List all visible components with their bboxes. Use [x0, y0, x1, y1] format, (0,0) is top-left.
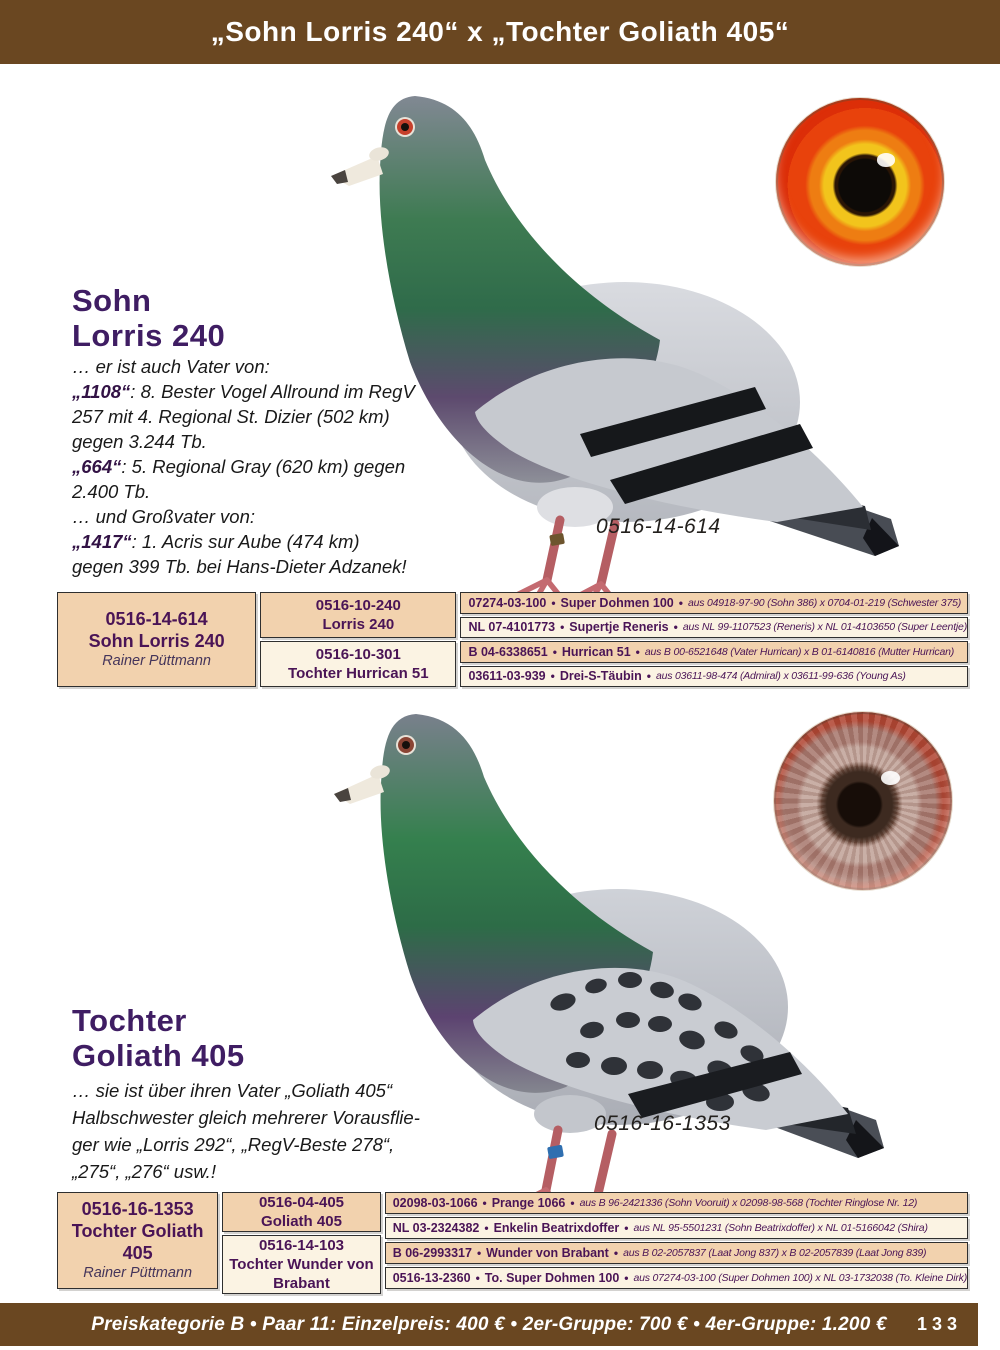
grandparent-row: NL 03-2324382 • Enkelin Beatrixdoffer • aus NL 95-5501231 (Sohn Beatrixdoffer) x NL 01-5166042 (Shira): [385, 1217, 968, 1239]
description-line: … er ist auch Vater von:: [72, 356, 270, 377]
pigeon1-heading-line2: Lorris 240: [72, 318, 226, 353]
pigeon2-pedigree-table: [57, 1192, 968, 1292]
pedigree-grandparents-column: [460, 592, 968, 687]
bullet-separator: •: [476, 1246, 482, 1260]
pigeon2-ring-label: 0516-16-1353: [594, 1112, 731, 1135]
father-box: 0516-10-240 Lorris 240: [260, 592, 456, 638]
bullet-separator: •: [484, 1221, 489, 1235]
subject-owner: Rainer Püttmann: [102, 653, 211, 669]
description-line: gegen 3.244 Tb.: [72, 431, 207, 452]
grandparent-row: NL 07-4101773 • Supertje Reneris • aus NL 99-1107523 (Reneris) x NL 01-4103650 (Super Leentje): [460, 617, 968, 639]
bullet-separator: •: [551, 595, 556, 610]
pedigree-parents-column: [260, 592, 456, 687]
subject-ring: 0516-16-1353: [81, 1199, 194, 1219]
pigeon2-eye: [402, 741, 410, 749]
grandparent-row: 07274-03-100 • Super Dohmen 100 • aus 04918-97-90 (Sohn 386) x 0704-01-219 (Schwester 375): [460, 592, 968, 614]
mother-box: 0516-14-103 Tochter Wunder von Brabant: [222, 1235, 380, 1294]
description-line: ger wie „Lorris 292“, „RegV-Beste 278“,: [72, 1134, 395, 1155]
description-line: „1417“: 1. Acris sur Aube (474 km): [72, 531, 360, 552]
pedigree-parents-column: [222, 1192, 380, 1292]
pigeon2-ring-band: [547, 1145, 564, 1159]
description-line: „275“, „276“ usw.!: [72, 1161, 216, 1182]
bullet-separator: •: [624, 1221, 629, 1235]
bullet-separator: •: [673, 620, 678, 635]
pedigree-subject-box: [57, 592, 256, 687]
pedigree-subject-box: [57, 1192, 218, 1289]
page-title: „Sohn Lorris 240“ x „Tochter Goliath 405“: [210, 16, 790, 47]
pigeon1-ring-band: [549, 533, 565, 546]
subject-ring: 0516-14-614: [105, 609, 208, 629]
pedigree-grandparents-column: [385, 1192, 968, 1289]
pigeon2-legs: [546, 1130, 612, 1194]
header-bar: [0, 0, 1000, 64]
pigeon1-heading: [72, 283, 225, 353]
description-line: „1108“: 8. Bester Vogel Allround im RegV: [72, 381, 415, 402]
bullet-separator: •: [552, 644, 557, 659]
description-line: 2.400 Tb.: [72, 481, 151, 502]
bullet-separator: •: [560, 620, 565, 635]
pigeon2-eye-photo: [774, 712, 952, 890]
footer-bar: [0, 1303, 978, 1346]
grandparent-row: 03611-03-939 • Drei-S-Täubin • aus 03611-98-474 (Admiral) x 03611-99-636 (Young As): [460, 666, 968, 688]
price-line: Preiskategorie B • Paar 11: Einzelpreis: 400 € • 2er-Gruppe: 700 € • 4er-Gruppe: 1.200 €: [91, 1313, 887, 1335]
pigeon2-heading-line1: Tochter: [72, 1003, 187, 1038]
father-box: 0516-04-405 Goliath 405: [222, 1192, 380, 1232]
pigeon2-description: [72, 1077, 420, 1185]
subject-name: Tochter Goliath 405: [71, 1221, 204, 1263]
bullet-separator: •: [482, 1196, 487, 1210]
pigeon1-eye: [401, 123, 409, 131]
bullet-separator: •: [475, 1271, 480, 1285]
page-number: 133: [916, 1314, 962, 1334]
subject-name: Sohn Lorris 240: [88, 631, 225, 651]
pigeon1-ring-label: 0516-14-614: [596, 515, 721, 538]
pigeon1-pedigree-table: [57, 592, 968, 687]
bullet-separator: •: [624, 1271, 629, 1285]
description-line: gegen 399 Tb. bei Hans-Dieter Adzanek!: [72, 556, 407, 577]
description-line: 257 mit 4. Regional St. Dizier (502 km): [72, 406, 390, 427]
pigeon1-heading-line1: Sohn: [72, 283, 152, 318]
grandparent-row: B 04-6338651 • Hurrican 51 • aus B 00-6521648 (Vater Hurrican) x B 01-6140816 (Mutter Hurrican): [460, 641, 968, 663]
description-line: … und Großvater von:: [72, 506, 256, 527]
pigeon1-eye-photo: [776, 98, 944, 266]
description-line: Halbschwester gleich mehrerer Vorausflie-: [72, 1107, 420, 1128]
description-line: „664“: 5. Regional Gray (620 km) gegen: [72, 456, 406, 477]
pigeon2-heading-line2: Goliath 405: [72, 1038, 245, 1073]
bullet-separator: •: [678, 595, 683, 610]
pigeon2-heading: [72, 1003, 245, 1073]
bullet-separator: •: [635, 644, 640, 659]
bullet-separator: •: [646, 669, 651, 684]
grandparent-row: B 06-2993317 • Wunder von Brabant • aus B 02-2057837 (Laat Jong 837) x B 02-2057839 (Laat Jong 839): [385, 1242, 968, 1264]
description-line: … sie ist über ihren Vater „Goliath 405“: [72, 1080, 393, 1101]
grandparent-row: 0516-13-2360 • To. Super Dohmen 100 • aus 07274-03-100 (Super Dohmen 100) x NL 03-1732038 (To. Kleine Dirk): [385, 1267, 968, 1289]
mother-box: 0516-10-301 Tochter Hurrican 51: [260, 641, 456, 687]
grandparent-row: 02098-03-1066 • Prange 1066 • aus B 96-2421336 (Sohn Vooruit) x 02098-98-568 (Tochter Ringlose Nr. 12): [385, 1192, 968, 1214]
bullet-separator: •: [613, 1246, 619, 1260]
pigeon1-description: [72, 354, 415, 579]
bullet-separator: •: [570, 1196, 575, 1210]
subject-owner: Rainer Püttmann: [83, 1265, 193, 1281]
bullet-separator: •: [550, 669, 555, 684]
